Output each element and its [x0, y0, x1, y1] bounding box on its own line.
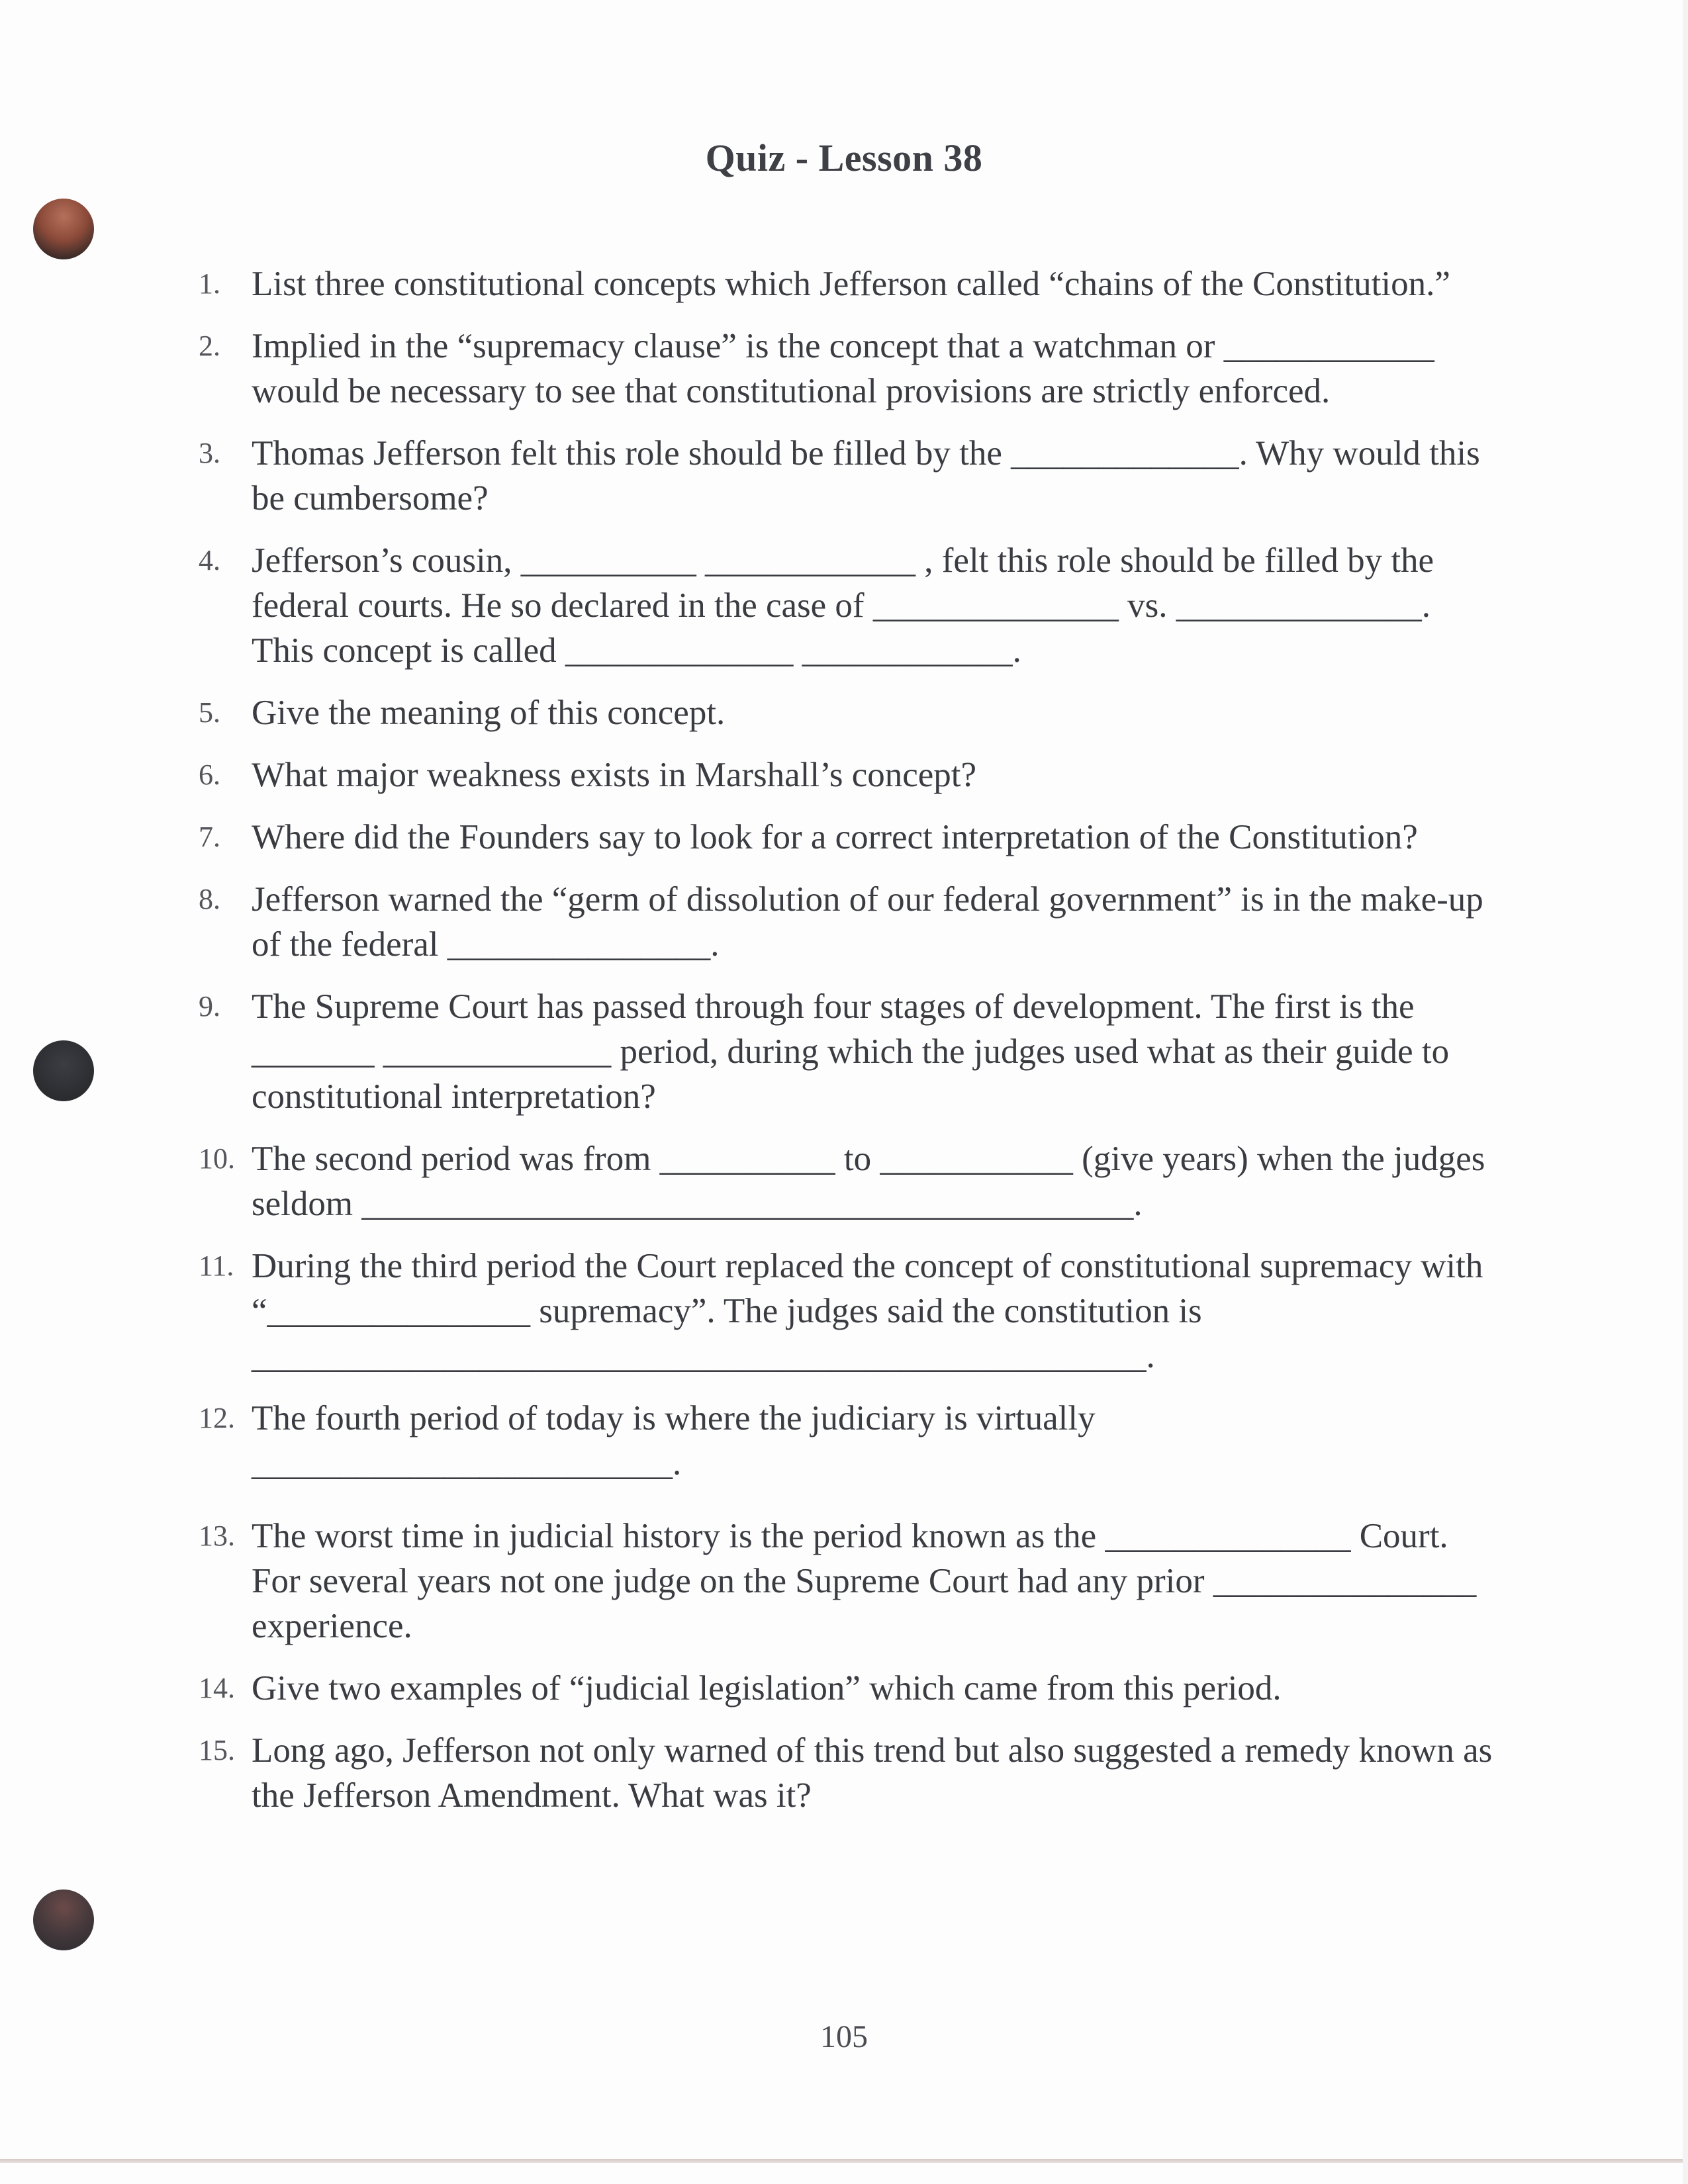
question-text: Give two examples of “judicial legislation” which came from this period.	[252, 1669, 1282, 1707]
question-text: The second period was from __________ to ___________ (give years) when the judges seldom ____________________________________________.	[252, 1140, 1485, 1223]
question-text: Implied in the “supremacy clause” is the concept that a watchman or ____________ would be necessary to see that constitutional provisions are strictly enforced.	[252, 327, 1434, 410]
question-9	[199, 984, 1496, 1119]
question-text: The Supreme Court has passed through four stages of development. The first is the _______ _____________ period, during which the judges used what as their guide to constitutional interpretation?	[252, 987, 1450, 1116]
question-4	[199, 538, 1496, 673]
punch-hole-middle	[33, 1040, 94, 1101]
question-1	[199, 261, 1496, 306]
question-number: 11.	[199, 1250, 234, 1282]
punch-hole-top	[33, 199, 94, 259]
scan-right-edge	[1683, 0, 1688, 2184]
question-text: The fourth period of today is where the judiciary is virtually ________________________.	[252, 1399, 1096, 1482]
question-text: Thomas Jefferson felt this role should be filled by the _____________. Why would this be cumbersome?	[252, 434, 1480, 518]
question-10	[199, 1136, 1496, 1226]
question-text: Give the meaning of this concept.	[252, 694, 726, 732]
question-number: 3.	[199, 437, 220, 469]
question-number: 6.	[199, 758, 220, 791]
scan-bottom-edge	[0, 2159, 1688, 2163]
page-title: Quiz - Lesson 38	[705, 136, 983, 179]
question-14	[199, 1666, 1496, 1711]
question-6	[199, 752, 1496, 797]
question-8	[199, 877, 1496, 967]
question-13	[199, 1514, 1496, 1649]
question-text: During the third period the Court replaced the concept of constitutional supremacy with “_______________ supremacy”. The judges said the constitution is ___________________________________________________.	[252, 1247, 1483, 1375]
question-11	[199, 1244, 1496, 1379]
question-7	[199, 815, 1496, 860]
page-number: 105	[820, 2019, 868, 2054]
question-text: Long ago, Jefferson not only warned of this trend but also suggested a remedy known as the Jefferson Amendment. What was it?	[252, 1731, 1493, 1815]
question-number: 10.	[199, 1142, 235, 1175]
question-text: The worst time in judicial history is the period known as the ______________ Court. For several years not one judge on the Supreme Court had any prior _______________ experience.	[252, 1517, 1477, 1645]
question-number: 1.	[199, 267, 220, 300]
question-2	[199, 324, 1496, 414]
question-number: 7.	[199, 821, 220, 853]
question-number: 14.	[199, 1672, 235, 1704]
question-text: List three constitutional concepts which Jefferson called “chains of the Constitution.”	[252, 265, 1450, 303]
question-number: 15.	[199, 1734, 235, 1766]
question-number: 13.	[199, 1520, 235, 1552]
question-15	[199, 1728, 1496, 1818]
question-number: 8.	[199, 883, 220, 915]
question-number: 2.	[199, 330, 220, 362]
punch-hole-bottom	[33, 1889, 94, 1950]
question-12	[199, 1396, 1496, 1486]
question-number: 9.	[199, 990, 220, 1023]
question-list	[199, 261, 1496, 1835]
question-text: Jefferson warned the “germ of dissolution of our federal government” is in the make-up of the federal _______________.	[252, 880, 1483, 964]
question-text: Jefferson’s cousin, __________ ____________ , felt this role should be filled by the federal courts. He so declared in the case of ______________ vs. ______________. This concept is called _____________ ____________.	[252, 541, 1434, 670]
question-number: 12.	[199, 1402, 235, 1434]
question-5	[199, 690, 1496, 735]
question-number: 5.	[199, 696, 220, 729]
question-text: What major weakness exists in Marshall’s concept?	[252, 756, 977, 794]
question-number: 4.	[199, 544, 220, 576]
question-text: Where did the Founders say to look for a correct interpretation of the Constitution?	[252, 818, 1418, 856]
question-3	[199, 431, 1496, 521]
